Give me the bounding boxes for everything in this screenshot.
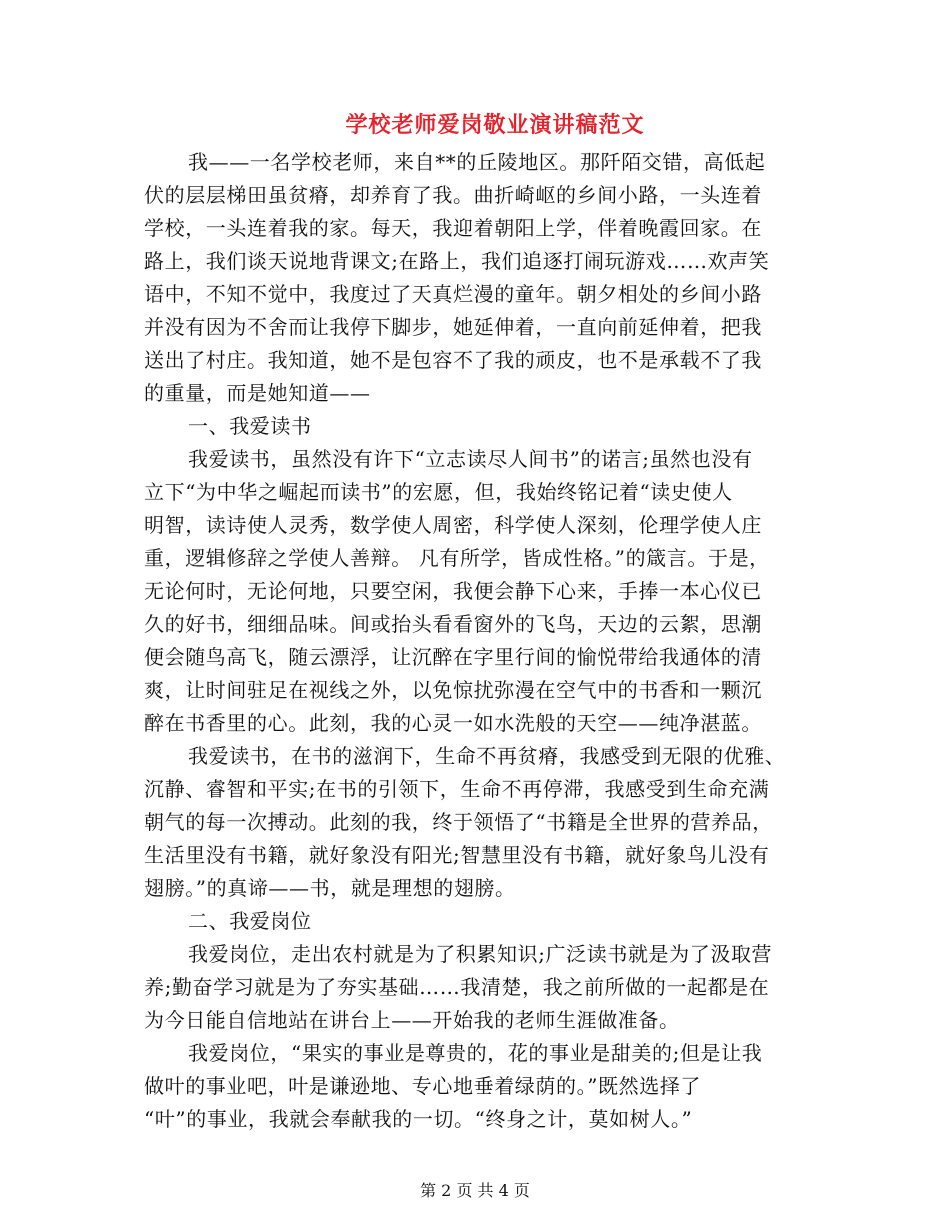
text-line: 送出了村庄。我知道，她不是包容不了我的顽皮，也不是承载不了我 <box>144 348 762 372</box>
document-body <box>144 146 814 1136</box>
text-line: “叶”的事业，我就会奉献我的一切。“终身之计，莫如树人。” <box>144 1107 693 1131</box>
text-line: 学校，一头连着我的家。每天，我迎着朝阳上学，伴着晚霞回家。在 <box>144 216 762 240</box>
text-line: 一、我爱读书 <box>188 414 312 438</box>
page-footer: 第 2 页 共 4 页 <box>420 1181 530 1200</box>
text-line: 伏的层层梯田虽贫瘠，却养育了我。曲折崎岖的乡间小路，一头连着 <box>144 183 762 207</box>
text-line: 朝气的每一次搏动。此刻的我，终于领悟了“书籍是全世界的营养品， <box>144 810 773 834</box>
page-title: 学校老师爱岗敬业演讲稿范文 <box>345 112 645 138</box>
text-line: 的重量，而是她知道—— <box>144 381 371 405</box>
text-line: 无论何时，无论何地，只要空闲，我便会静下心来，手捧一本心仪已 <box>144 579 762 603</box>
text-line: 我爱读书，在书的滋润下，生命不再贫瘠，我感受到无限的优雅、 <box>188 744 786 768</box>
text-line: 翅膀。”的真谛——书，就是理想的翅膀。 <box>144 876 516 900</box>
text-line: 久的好书，细细品味。间或抬头看看窗外的飞鸟，天边的云絮，思潮 <box>144 612 762 636</box>
text-line: 二、我爱岗位 <box>188 909 312 933</box>
text-line: 明智，读诗使人灵秀，数学使人周密，科学使人深刻，伦理学使人庄 <box>144 513 762 537</box>
text-line: 我——一名学校老师，来自**的丘陵地区。那阡陌交错，高低起 <box>188 150 766 174</box>
text-line: 我爱岗位，“果实的事业是尊贵的，花的事业是甜美的;但是让我 <box>188 1041 763 1065</box>
text-line: 爽，让时间驻足在视线之外，以免惊扰弥漫在空气中的书香和一颗沉 <box>144 678 762 702</box>
text-line: 路上，我们谈天说地背课文;在路上，我们追逐打闹玩游戏……欢声笑 <box>144 249 770 273</box>
text-line: 便会随鸟高飞，随云漂浮，让沉醉在字里行间的愉悦带给我通体的清 <box>144 645 762 669</box>
text-line: 醉在书香里的心。此刻，我的心灵一如水洗般的天空——纯净湛蓝。 <box>144 711 762 735</box>
text-line: 重，逻辑修辞之学使人善辩。 凡有所学，皆成性格。”的箴言。于是， <box>144 546 770 570</box>
text-line: 为今日能自信地站在讲台上——开始我的老师生涯做准备。 <box>144 1008 680 1032</box>
text-line: 并没有因为不舍而让我停下脚步，她延伸着，一直向前延伸着，把我 <box>144 315 762 339</box>
text-line: 生活里没有书籍，就好象没有阳光;智慧里没有书籍，就好象鸟儿没有 <box>144 843 770 867</box>
text-line: 我爱岗位，走出农村就是为了积累知识;广泛读书就是为了汲取营 <box>188 942 773 966</box>
text-line: 我爱读书，虽然没有许下“立志读尽人间书”的诺言;虽然也没有 <box>188 447 753 471</box>
text-line: 养;勤奋学习就是为了夯实基础……我清楚，我之前所做的一起都是在 <box>144 975 770 999</box>
text-line: 立下“为中华之崛起而读书”的宏愿，但，我始终铭记着“读史使人 <box>144 480 733 504</box>
text-line: 沉静、睿智和平实;在书的引领下，生命不再停滞，我感受到生命充满 <box>144 777 770 801</box>
text-line: 语中，不知不觉中，我度过了天真烂漫的童年。朝夕相处的乡间小路 <box>144 282 762 306</box>
text-line: 做叶的事业吧，叶是谦逊地、专心地垂着绿荫的。”既然选择了 <box>144 1074 702 1098</box>
